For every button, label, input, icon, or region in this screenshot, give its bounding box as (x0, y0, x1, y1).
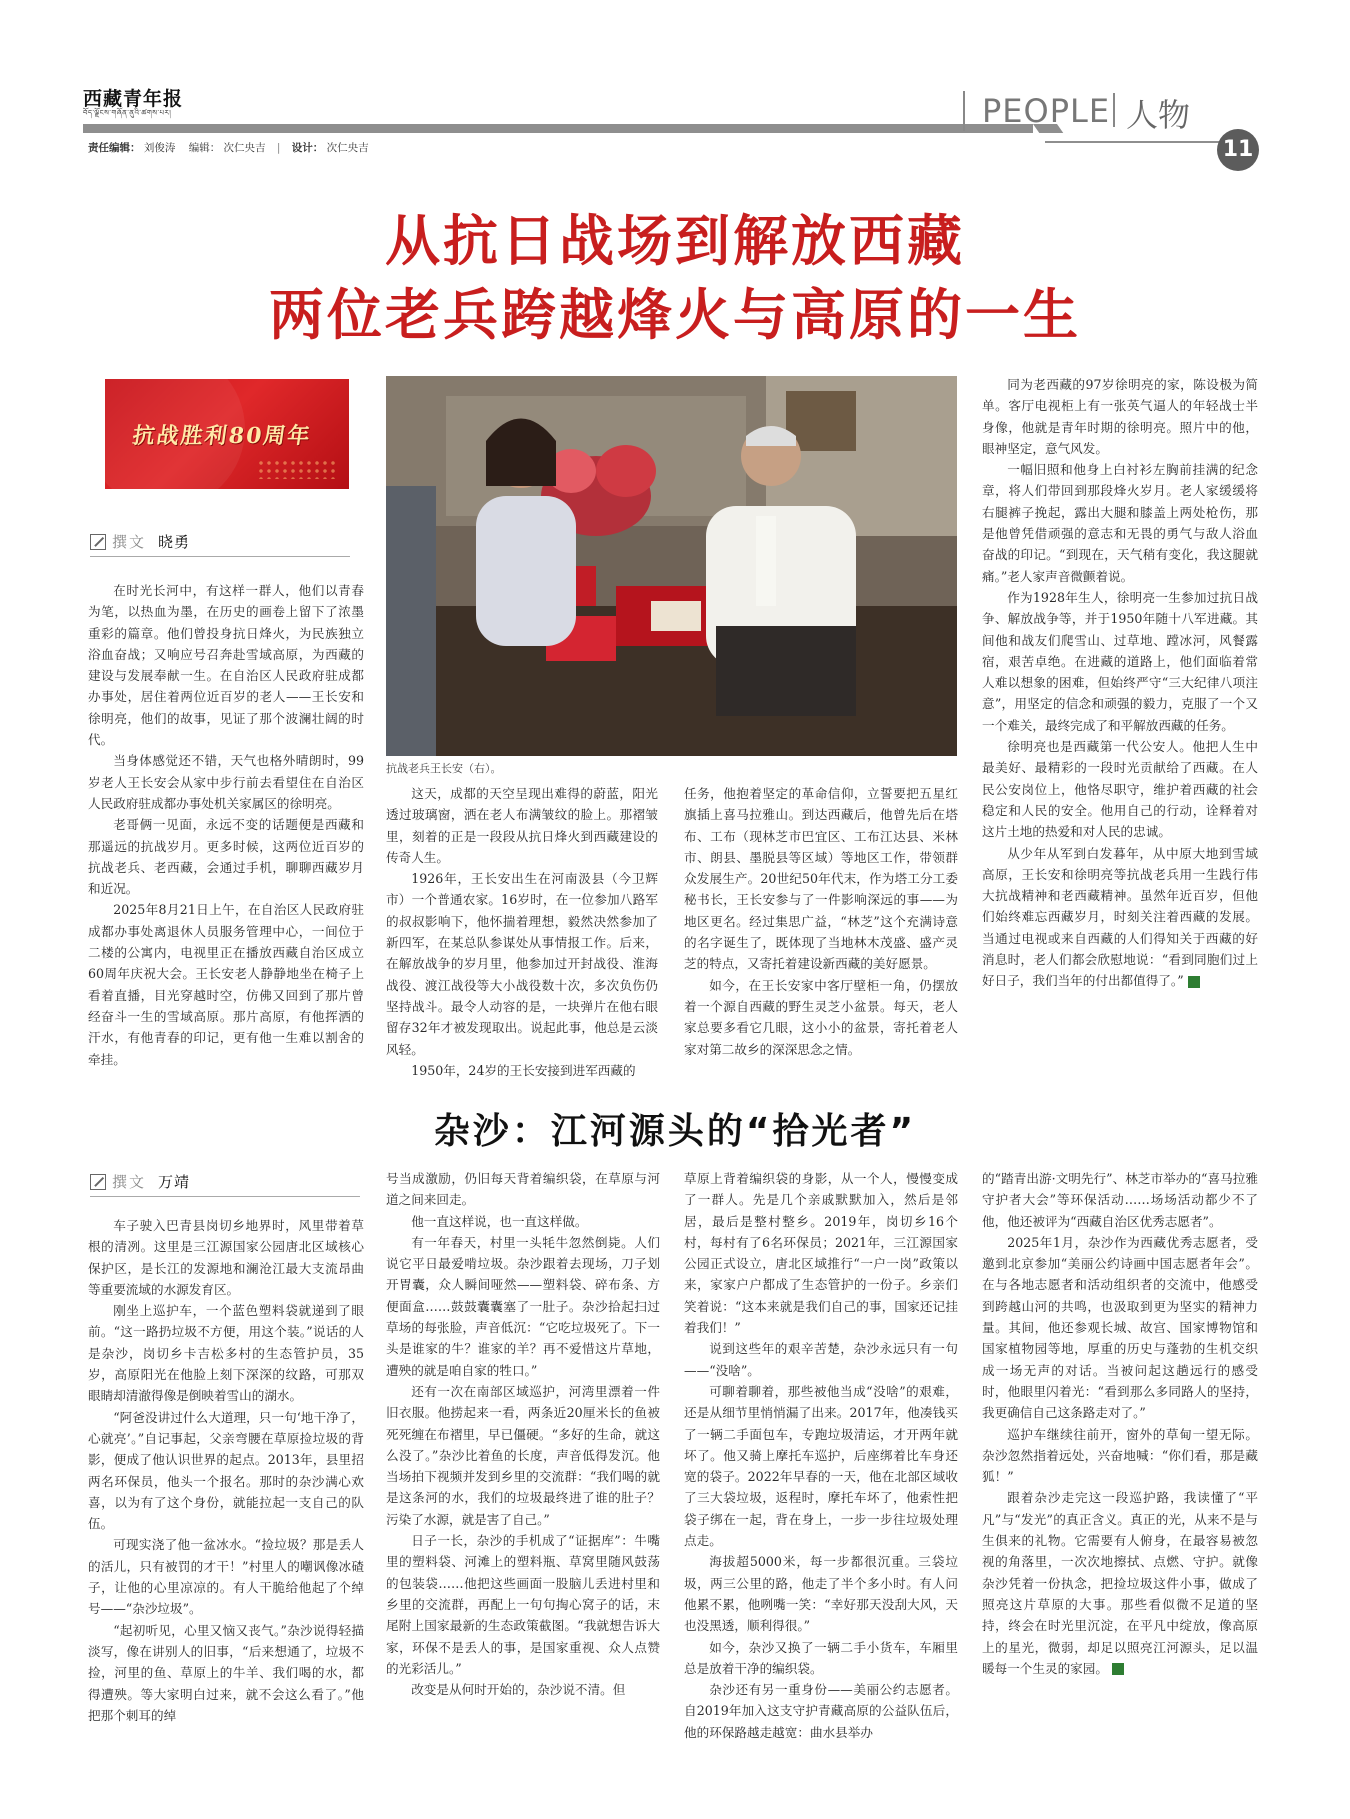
paragraph: 刚坐上巡护车，一个蓝色塑料袋就递到了眼前。“这一路扔垃圾不方便，用这个装。”说话的人是杂沙，岗切乡卡吉松多村的生态管护员，35岁，高原阳光在他脸上刻下深深的纹路，可那双眼睛却清澈得像是倒映着雪山的湖水。 (88, 1303, 364, 1404)
paragraph (982, 1487, 1258, 1679)
paragraph: 1950年，24岁的王长安接到进军西藏的 (411, 1062, 636, 1078)
paragraph: 一幅旧照和他身上白衬衫左胸前挂满的纪念章，将人们带回到那段烽火岁月。老人家缓缓将右腿裤子挽起，露出大腿和膝盖上两处枪伤，那是他曾凭借顽强的意志和无畏的勇气与敌人浴血奋战的印记。“到现在，天气稍有变化，我这腿就痛。”老人家声音微颤着说。 (982, 462, 1258, 584)
paragraph (982, 843, 1258, 992)
article1-photo (386, 376, 957, 756)
paragraph-text: 跟着杂沙走完这一段巡护路，我读懂了“平凡”与“发光”的真正含义。真正的光，从来不是与生俱来的礼物。它需要有人俯身，在最容易被忽视的角落里，一次次地擦拭、点燃、守护。就像杂沙凭着一份执念，把捡垃圾这件小事，做成了照亮这片草原的大事。那些看似微不足道的坚持，终会在时光里沉淀，在平凡中绽放，像高原上的星光，微弱，却足以照亮江河源头，足以温暖每一个生灵的家园。 (982, 1490, 1258, 1676)
byline-rule (90, 1196, 360, 1197)
paragraph: 海拔超5000米，每一步都很沉重。三袋垃圾，两三公里的路，他走了半个多小时。有人问他累不累，他咧嘴一笑：“幸好那天没刮大风，天也没黑透，顺利得很。” (684, 1554, 958, 1634)
paragraph: 2025年1月，杂沙作为西藏优秀志愿者，受邀到北京参加“美丽公约诗画中国志愿者年会”。在与各地志愿者和活动组织者的交流中，他感受到跨越山河的共鸣，也汲取到更为坚实的精神力量。其间，他还参观长城、故宫、国家博物馆和国家植物园等地，厚重的历史与蓬勃的生机交织成一场无声的对话。当被问起这趟远行的感受时，他眼里闪着光：“看到那么多同路人的坚持，我更确信自己这条路走对了。” (982, 1234, 1258, 1421)
paragraph: 可现实浇了他一盆冰水。“捡垃圾？那是丢人的活儿，只有被罚的才干！”村里人的嘲讽像冰碴子，让他的心里凉凉的。有人干脆给他起了个绰号——“杂沙垃圾”。 (88, 1537, 364, 1617)
paragraph: 这天，成都的天空呈现出难得的蔚蓝，阳光透过玻璃窗，洒在老人布满皱纹的脸上。那褶皱里，刻着的正是一段段从抗日烽火到西藏建设的传奇人生。 (386, 786, 658, 865)
paragraph: 还有一次在南部区域巡护，河湾里漂着一件旧衣服。他捞起来一看，两条近20厘米长的鱼被死死缠在布褶里，早已僵硬。“多好的生命，就这么没了。”杂沙比着鱼的长度，声音低得发沉。他当场拍下视频并发到乡里的交流群：“我们喝的就是这条河的水，我们的垃圾最终进了谁的肚子？污染了水源，就是害了自己。” (386, 1383, 660, 1527)
anniversary-badge (105, 379, 349, 489)
paragraph: 可聊着聊着，那些被他当成“没啥”的艰难，还是从细节里悄悄漏了出来。2017年，他凑钱买了一辆二手面包车，专跑垃圾清运，才开两年就坏了。他又骑上摩托车巡护，后座绑着比车身还宽的袋子。2022年早春的一天，他在北部区域收了三大袋垃圾，返程时，摩托车坏了，他索性把袋子绑在一起，背在身上，一步一步往垃圾处理点走。 (684, 1383, 958, 1549)
paragraph: 如今，在王长安家中客厅壁柜一角，仍摆放着一个源自西藏的野生灵芝小盆景。每天，老人家总要多看它几眼，这小小的盆景，寄托着老人家对第二故乡的深深思念之情。 (684, 977, 958, 1057)
paragraph: 如今，杂沙又换了一辆二手小货车，车厢里总是放着干净的编织袋。 (684, 1639, 958, 1676)
header-rule (83, 124, 1033, 133)
paragraph: 改变是从何时开始的，杂沙说不清。但 (411, 1682, 626, 1698)
article2-byline (90, 1171, 190, 1192)
paragraph: “起初听见，心里又恼又丧气。”杂沙说得轻描淡写，像在讲别人的旧事，“后来想通了，垃圾不捡，河里的鱼、草原上的牛羊、我们喝的水，都得遭殃。等大家明白过来，就不会这么看了。”他把那个刺耳的绰 (88, 1622, 364, 1723)
paragraph: 同为老西藏的97岁徐明亮的家，陈设极为简单。客厅电视柜上有一张英气逼人的年轻战士半身像，他就是青年时期的徐明亮。照片中的他，眼神坚定，意气风发。 (982, 377, 1258, 456)
badge-text: 抗战胜利80周年 (130, 423, 314, 449)
header-rule-thin (1045, 141, 1245, 143)
paragraph: 草原上背着编织袋的身影，从一个人，慢慢变成了一群人。先是几个亲戚默默加入，然后是邻居，最后是整村整乡。2019年，岗切乡16个村，每村有了6名环保员；2021年，三江源国家公园正式设立，唐北区域推行“一户一岗”政策以来，家家户户都成了生态管护的一份子。乡亲们笑着说：“这本来就是我们自己的事，国家还记挂着我们！” (684, 1171, 958, 1336)
editor2-label: 编辑： (188, 142, 221, 154)
editor-label: 责任编辑： (88, 142, 141, 154)
photo-illustration (386, 376, 957, 756)
paragraph: “阿爸没讲过什么大道理，只一句‘地干净了，心就亮’。”自记事起，父亲弯腰在草原捡垃圾的背影，便成了他认识世界的起点。2013年，县里招两名环保员，他头一个报名。那时的杂沙满心欢喜，以为有了这个身份，就能拉起一支自己的队伍。 (88, 1409, 364, 1532)
article1-headline (90, 204, 1260, 352)
article2-column-4 (982, 1168, 1258, 1775)
article1-byline (90, 531, 190, 552)
article1-column-4 (982, 374, 1258, 1084)
byline-label: 撰文 (112, 1173, 147, 1191)
editor-credits (88, 140, 369, 155)
newspaper-name-tibetan: བོད་ལྗོངས་གཞོན་ནུའི་ཚགས་པར། (83, 109, 172, 117)
pen-icon (90, 534, 106, 550)
paragraph: 徐明亮也是西藏第一代公安人。他把人生中最美好、最精彩的一段时光贡献给了西藏。在人民公安岗位上，他恪尽职守，维护着西藏的社会稳定和人民的安全。他用自己的行动，诠释着对这片土地的热爱和对人民的忠诚。 (982, 739, 1258, 840)
editor-name: 刘俊涛 (143, 142, 176, 154)
paragraph-text: 从少年从军到白发暮年，从中原大地到雪域高原，王长安和徐明亮等抗战老兵用一生践行伟大抗战精神和老西藏精神。虽然年近百岁，但他们始终难忘西藏岁月，时刻关注着西藏的发展。当通过电视或来自西藏的人们得知关于西藏的好消息时，老人们都会欣慰地说：“看到同胞们过上好日子，我们当年的付出都值得了。” (982, 845, 1258, 989)
paragraph: 2025年8月21日上午，在自治区人民政府驻成都办事处离退休人员服务管理中心，一间位于二楼的公寓内，电视里正在播放西藏自治区成立60周年庆祝大会。王长安老人静静地坐在椅子上看着直播，目光穿越时空，仿佛又回到了那片曾经奋斗一生的雪域高原。那片高原，有他挥洒的汗水，有他青春的印记，更有他一生难以割舍的牵挂。 (88, 902, 364, 1067)
editor2-name: 次仁央吉 (223, 142, 266, 154)
section-divider (963, 91, 965, 131)
article1-column-2 (386, 783, 658, 1083)
paragraph: 作为1928年生人，徐明亮一生参加过抗日战争、解放战争等，并于1950年随十八军进藏。其间他和战友们爬雪山、过草地、蹚冰河，风餐露宿，艰苦卓绝。在进藏的道路上，他们面临着常人难以想象的困难，但始终严守“三大纪律八项注意”，用坚定的信念和顽强的毅力，克服了一个又一个难关，最终完成了和平解放西藏的任务。 (982, 589, 1258, 733)
paragraph: 车子驶入巴青县岗切乡地界时，风里带着草根的清冽。这里是三江源国家公园唐北区域核心保护区，是长江的发源地和澜沧江最大支流昂曲等重要流域的水源发育区。 (88, 1218, 364, 1297)
photo-caption: 抗战老兵王长安（右）。 (386, 762, 502, 775)
article2-column-1 (88, 1215, 364, 1775)
byline-rule (90, 556, 350, 557)
paragraph: 杂沙还有另一重身份——美丽公约志愿者。自2019年加入这支守护青藏高原的公益队伍后，他的环保路越走越宽：曲水县举办 (684, 1682, 958, 1740)
paragraph: 说到这些年的艰辛苦楚，杂沙永远只有一句——“没啥”。 (684, 1341, 958, 1378)
section-title-cn: 人物 (1126, 96, 1191, 134)
paragraph: 老哥俩一见面，永远不变的话题便是西藏和那遥远的抗战岁月。更多时候，这两位近百岁的抗战老兵、老西藏，会通过手机，聊聊西藏岁月和近况。 (88, 817, 364, 897)
paragraph: 任务，他抱着坚定的革命信仰，立誓要把五星红旗插上喜马拉雅山。到达西藏后，他曾先后在塔布、工布（现林芝市巴宜区、工布江达县、米林市、朗县、墨脱县等区域）等地区工作，带领群众发展生产。20世纪50年代末，作为塔工分工委秘书长，王长安参与了一件影响深远的事——为地区更名。经过集思广益，“林芝”这个充满诗意的名字诞生了，既体现了当地林木茂盛、盛产灵芝的特点，又寄托着建设新西藏的美好愿景。 (684, 786, 958, 972)
paragraph: 在时光长河中，有这样一群人，他们以青春为笔，以热血为墨，在历史的画卷上留下了浓墨重彩的篇章。他们曾投身抗日烽火，为民族独立浴血奋战；又响应号召奔赴雪域高原，为西藏的建设与发展奉献一生。在自治区人民政府驻成都办事处，居住着两位近百岁的老人——王长安和徐明亮，他们的故事，见证了那个波澜壮阔的时代。 (88, 583, 364, 748)
paragraph: 号当成激励，仍旧每天背着编织袋，在草原与河道之间来回走。 (386, 1171, 660, 1208)
paragraph: 巡护车继续往前开，窗外的草甸一望无际。杂沙忽然指着远处，兴奋地喊：“你们看，那是藏狐！” (982, 1426, 1258, 1485)
article2-headline: 杂沙：江河源头的“拾光者” (433, 1111, 917, 1152)
headline-line1: 从抗日战场到解放西藏 (384, 209, 965, 273)
pen-icon (90, 1174, 106, 1190)
paragraph: 的“踏青出游·文明先行”、林芝市举办的“喜马拉雅守护者大会”等环保活动……场场活动都少不了他，他还被评为“西藏自治区优秀志愿者”。 (982, 1171, 1258, 1229)
paragraph: 1926年，王长安出生在河南汲县（今卫辉市）一个普通农家。16岁时，在一位参加八路军的叔叔影响下，他怀揣着理想，毅然决然参加了新四军，在某总队参谋处从事情报工作。后来，在解放战争的岁月里，他参加过开封战役、淮海战役、渡江战役等大小战役数十次，多次负伤仍坚持战斗。最令人动容的是，一块弹片在他右眼留存32年才被发现取出。说起此事，他总是云淡风轻。 (386, 871, 658, 1057)
badge-decoration (257, 459, 337, 479)
newspaper-name: 西藏青年报 (83, 88, 184, 110)
article2-column-3 (684, 1168, 958, 1775)
article1-column-1 (88, 580, 364, 1100)
credit-separator: | (276, 142, 281, 154)
article2-column-2 (386, 1168, 660, 1775)
section-title-en: PEOPLE (982, 92, 1111, 130)
page-number: 11 (1217, 129, 1259, 171)
designer-name: 次仁央吉 (326, 142, 369, 154)
paragraph: 他一直这样说，也一直这样做。 (411, 1213, 588, 1229)
byline-author: 晓勇 (158, 533, 191, 551)
section-divider (1113, 93, 1115, 127)
article1-column-3 (684, 783, 958, 1083)
byline-author: 万靖 (158, 1173, 191, 1191)
end-mark: 青 (1112, 1663, 1124, 1675)
paragraph: 日子一长，杂沙的手机成了“证据库”：牛嘴里的塑料袋、河滩上的塑料瓶、草窝里随风鼓荡的包装袋……他把这些画面一股脑儿丢进村里和乡里的交流群，再配上一句句掏心窝子的话，末尾附上国家最新的生态政策截图。“我就想告诉大家，环保不是丢人的事，是国家重视、众人点赞的光彩活儿。” (386, 1533, 660, 1676)
design-label: 设计： (291, 142, 324, 154)
paragraph: 当身体感觉还不错，天气也格外晴朗时，99岁老人王长安会从家中步行前去看望住在自治区人民政府驻成都办事处机关家属区的徐明亮。 (88, 753, 364, 811)
paragraph: 有一年春天，村里一头牦牛忽然倒毙。人们说它平日最爱啃垃圾。杂沙跟着去现场，刀子划开胃囊，众人瞬间哑然——塑料袋、碎布条、方便面盒……鼓鼓囊囊塞了一肚子。杂沙拾起扫过草场的每张脸，声音低沉：“它吃垃圾死了。下一头是谁家的牛？谁家的羊？再不爱惜这片草地，遭殃的就是咱自家的牲口。” (386, 1234, 660, 1378)
end-mark: 青 (1188, 976, 1200, 988)
byline-label: 撰文 (112, 533, 147, 551)
headline-line2: 两位老兵跨越烽火与高原的一生 (268, 283, 1081, 347)
